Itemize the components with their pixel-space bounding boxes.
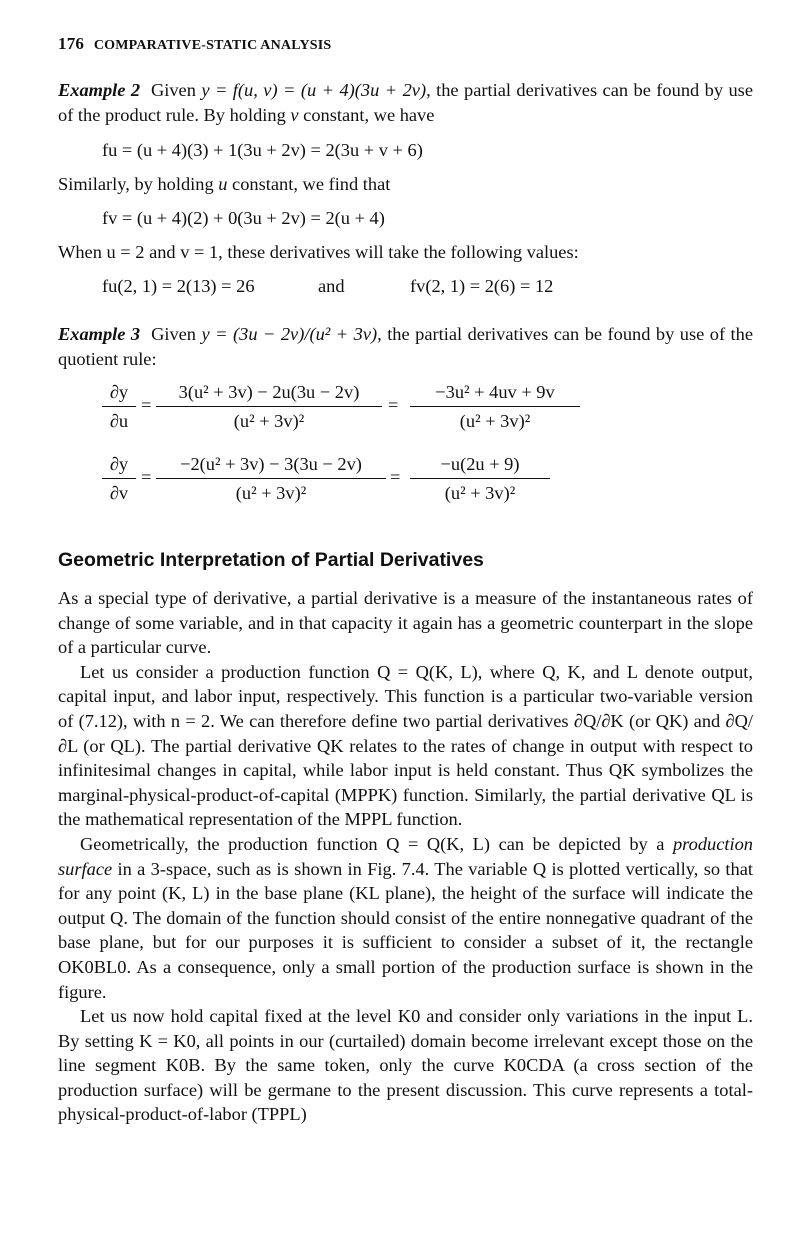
equals-2: = — [388, 395, 399, 415]
equals-1: = — [141, 395, 152, 415]
section-body — [58, 586, 753, 1127]
equation-fu: fu = (u + 4)(3) + 1(3u + 2v) = 2(3u + v + 6) — [102, 140, 423, 160]
equals-3: = — [141, 467, 152, 487]
equals-4: = — [390, 467, 401, 487]
frac-dy-dv-mid: −2(u² + 3v) − 3(3u − 2v) (u² + 3v)² — [156, 452, 386, 505]
production-surface-term: production surface — [58, 833, 753, 879]
running-title: COMPARATIVE-STATIC ANALYSIS — [93, 38, 332, 53]
example2-function: y = f(u, v) = (u + 4)(3u + 2v), — [201, 80, 431, 100]
page-number: 176 — [58, 34, 85, 53]
running-header — [58, 32, 331, 59]
paragraph-2: Let us consider a production function Q = Q(K, L), where Q, K, and L denote output, capital input, and labor input, respectively. This function is a particular two-variable version of (7.12), with n = 2. We can therefore define two partial derivatives ∂Q/∂K (or QK) and ∂Q/∂L (or QL). The partial derivative QK relates to the rates of change in output with respect to infinitesimal changes in capital, while labor input is held constant. Thus QK symbolizes the marginal-physical-product-of-capital (MPPK) function. Similarly, the partial derivative QL is the mathematical representation of the MPPL function. — [58, 661, 753, 830]
example2-label: Example 2 — [58, 80, 141, 100]
equation-fv: fv = (u + 4)(2) + 0(3u + 2v) = 2(u + 4) — [102, 208, 385, 228]
frac-dy-dv-rhs: −u(2u + 9) (u² + 3v)² — [410, 452, 550, 505]
example3-intro: Example 3 Given y = (3u − 2v)/(u² + 3v), the partial derivatives can be found by use of the quotient rule: — [58, 324, 754, 369]
frac-dy-du-lhs: ∂y ∂u — [102, 380, 136, 433]
paragraph-4: Let us now hold capital fixed at the level K0 and consider only variations in the input L. By setting K = K0, all points in our (curtailed) domain become irrelevant except those on the line segment K0B. By the same token, only the curve K0CDA (a cross section of the production surface) will be germane to the present discussion. This curve represents a total-physical-product-of-labor (TPPL) — [58, 1006, 753, 1125]
paragraph-3: Geometrically, the production function Q = Q(K, L) can be depicted by a production surface in a 3-space, such as is shown in Fig. 7.4. The variable Q is plotted vertically, so that for any point (K, L) in the base plane (KL plane), the height of the surface will indicate the output Q. The domain of the function should consist of the entire nonnegative quadrant of the base plane, but for our purposes it is sufficient to consider a subset of it, the rectangle OK0BL0. As a consequence, only a small portion of the production surface is shown in the figure. — [58, 833, 753, 1002]
example2-when: When u = 2 and v = 1, these derivatives will take the following values: — [58, 242, 579, 262]
section-heading: Geometric Interpretation of Partial Derivatives — [58, 549, 484, 571]
paragraph-1: As a special type of derivative, a partial derivative is a measure of the instantaneous rates of change of some variable, and in that capacity it again has a geometric counterpart in the slope of a particular curve. — [58, 588, 753, 658]
equation-fv-value: fv(2, 1) = 2(6) = 12 — [410, 276, 554, 296]
equation-fu-value: fu(2, 1) = 2(13) = 26 — [102, 276, 255, 296]
frac-dy-dv-lhs: ∂y ∂v — [102, 452, 136, 505]
example3-function: y = (3u − 2v)/(u² + 3v), — [201, 324, 382, 344]
example2-similarly: Similarly, by holding u constant, we find that — [58, 174, 391, 194]
example3-label: Example 3 — [58, 324, 141, 344]
equation-and: and — [318, 276, 345, 296]
frac-dy-du-rhs: −3u² + 4uv + 9v (u² + 3v)² — [410, 380, 580, 433]
frac-dy-du-mid: 3(u² + 3v) − 2u(3u − 2v) (u² + 3v)² — [156, 380, 382, 433]
example2-intro: Example 2 Given y = f(u, v) = (u + 4)(3u + 2v), the partial derivatives can be found by use of the product rule. By holding v constant, we have — [58, 80, 753, 125]
